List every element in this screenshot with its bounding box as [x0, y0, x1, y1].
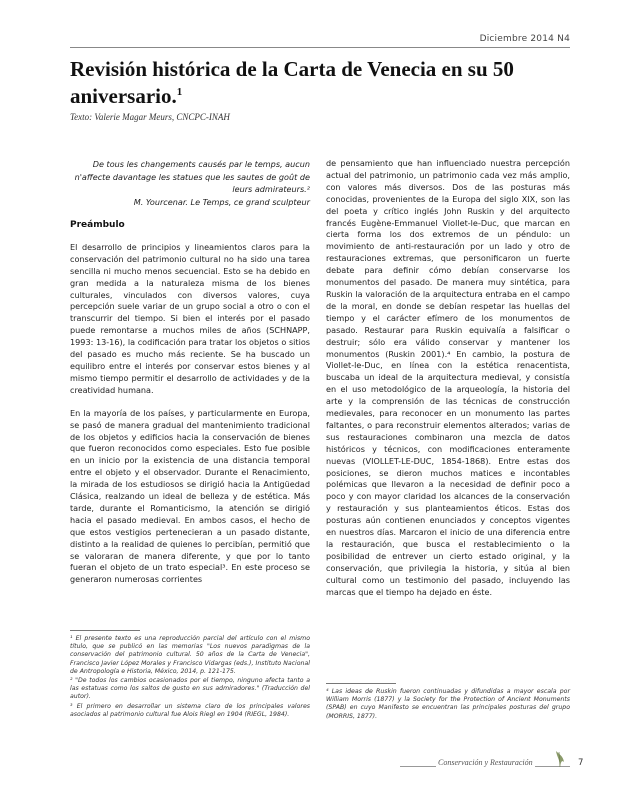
footnote-3: ³ El primero en desarrollar un sistema claro de los principales valores asociados al patrimonio cultural fue Alois Riegl en 1904 (RIEGL, 1984). [70, 702, 310, 718]
body-paragraph-1: El desarrollo de principios y lineamientos claros para la conservación del patrimonio cultural no ha sido una tarea sencilla ni mucho menos secuencial. Esto se ha debido en gran medida a la naturaleza misma de los bienes culturales, vinculados con diversos valores, cuya percepción suele variar de un grupo social a otro o con el transcurrir del tiempo. Si bien el interés por el pasado puede remontarse a muchos miles de años (SCHNAPP, 1993: 13-16), la codificación para tratar los objetos o sitios del pasado es mucho más reciente. Se ha buscado un equilibro entre el interés por conservar estos bienes y al mismo tiempo permitir el desarrollo de actividades y de la creatividad humana. [70, 241, 310, 395]
leaf-icon [554, 748, 566, 768]
header-date: Diciembre 2014 N4 [479, 34, 570, 44]
footer-journal-name: Conservación y Restauración [438, 758, 533, 767]
body-paragraph-3: de pensamiento que han influenciado nuestra percepción actual del patrimonio, un patrimonio cada vez más amplio, con valores más diversos. Dos de las posturas más conocidas, provenientes de la Europa del siglo XIX, son las del poeta y crítico inglés John Ruskin y del arquitecto francés Eugène-Emmanuel Viollet-le-Duc, que marcan en cierta forma los dos extremos de un péndulo: un movimiento de anti-restauración por un lado y otro de restauraciones extremas, que personificaron un fuerte debate para definir cómo debían conservarse los monumentos del pasado. De manera muy sintética, para Ruskin la valoración de la arquitectura entraba en el campo de la moral, en donde se debían respetar las huellas del tiempo y el carácter efímero de los monumentos de pasado. Restaurar para Ruskin equivalía a falsificar o destruir; sólo era válido conservar y mantener los monumentos (Ruskin 2001).⁴ En cambio, la postura de Viollet-le-Duc, en línea con la estética renacentista, buscaba un ideal de la arquitectura medieval, y consistía en el uso metodológico de la arqueología, la historia del arte y la comprensión de las técnicas de construcción medievales, para reconocer en un monumento las partes faltantes, o para reconstruir elementos alterados; varias de sus restauraciones combinaron una mezcla de datos históricos y técnicos, con modificaciones enteramente nuevas (VIOLLET-LE-DUC, 1854-1868). Entre estas dos posiciones, se dieron muchos matices e incontables polémicas que llevaron a la necesidad de definir poco a poco y con mayor claridad los alcances de la conservación y restauración y sus planteamientos éticos. Estas dos posturas aún contienen enunciados y conceptos vigentes en nuestros días. Marcaron el inicio de una diferencia entre la restauración, que busca el restablecimiento o la posibilidad de entrever un cierto estado original, y la conservación, que privilegia la historia, y sitúa al bien cultural como un testimonio del pasado, incluyendo las marcas que el tiempo ha dejado en éste. [326, 158, 570, 597]
body-paragraph-2: En la mayoría de los países, y particularmente en Europa, se pasó de manera gradual del mantenimiento tradicional de los objetos y edificios hacia la conservación de bienes que fueron reconocidos como especiales. Esto fue posible en un inicio por la existencia de una distancia temporal entre el objeto y el observador. Durante el Renacimiento, la mirada de los estudiosos se dirigió hacia la Antigüedad Clásica, realzando un ideal de belleza y de estética. Más tarde, durante el Romanticismo, la atención se dirigió hacia el pasado medieval. En ambos casos, el hecho de que estos vestigios pertenecieran a un pasado distante, distinto a la realidad de quienes lo percibían, permitió que se valoraran de manera diferente, y que por lo tanto fueran el objeto de un trato especial³. En este proceso se generaron numerosas corrientes [70, 407, 310, 585]
epigraph-attribution: M. Yourcenar. Le Temps, ce grand sculpteur [133, 196, 310, 207]
article-title [70, 56, 540, 110]
footnote-rule [326, 683, 396, 684]
article-byline: Texto: Valerie Magar Meurs, CNCPC-INAH [70, 112, 230, 122]
footnote-1: ¹ El presente texto es una reproducción parcial del artículo con el mismo título, que se publicó en las memorias "Los nuevos paradigmas de la conservación del patrimonio cultural. 50 años de la Carta de Venecia", Francisco Javier López Morales y Francisco Vidargas (eds.), Instituto Nacional de Antropología e Historia, México, 2014, p. 121-175. [70, 635, 310, 675]
footnotes-right [326, 683, 570, 722]
section-heading: Preámbulo [70, 220, 125, 230]
footnote-4: ⁴ Las ideas de Ruskin fueron continuadas y difundidas a mayor escala por William Morris (1877) y la Society for the Protection of Ancient Monuments (SPAB) en cuyo Manifesto se encuentran las principales posturas del grupo (MORRIS, 1877). [326, 688, 570, 720]
footnote-rule [70, 630, 140, 631]
header-rule [70, 47, 570, 48]
footnotes-left [70, 630, 310, 720]
epigraph [70, 158, 310, 208]
article-title-text: Revisión histórica de la Carta de Venecia en su 50 aniversario. [70, 57, 514, 108]
title-footnote-ref: 1 [176, 86, 183, 98]
right-column [326, 158, 570, 599]
footnote-2: ² "De todos los cambios ocasionados por el tiempo, ninguno afecta tanto a las estatuas como los saltos de gusto en sus admiradores." (Traducción del autor). [70, 677, 310, 701]
left-column [70, 158, 310, 586]
epigraph-quote: De tous les changements causés par le temps, aucun n'affecte davantage les statues que les sautes de goût de leurs admirateurs.² [74, 159, 310, 194]
page-number: 7 [578, 758, 584, 768]
